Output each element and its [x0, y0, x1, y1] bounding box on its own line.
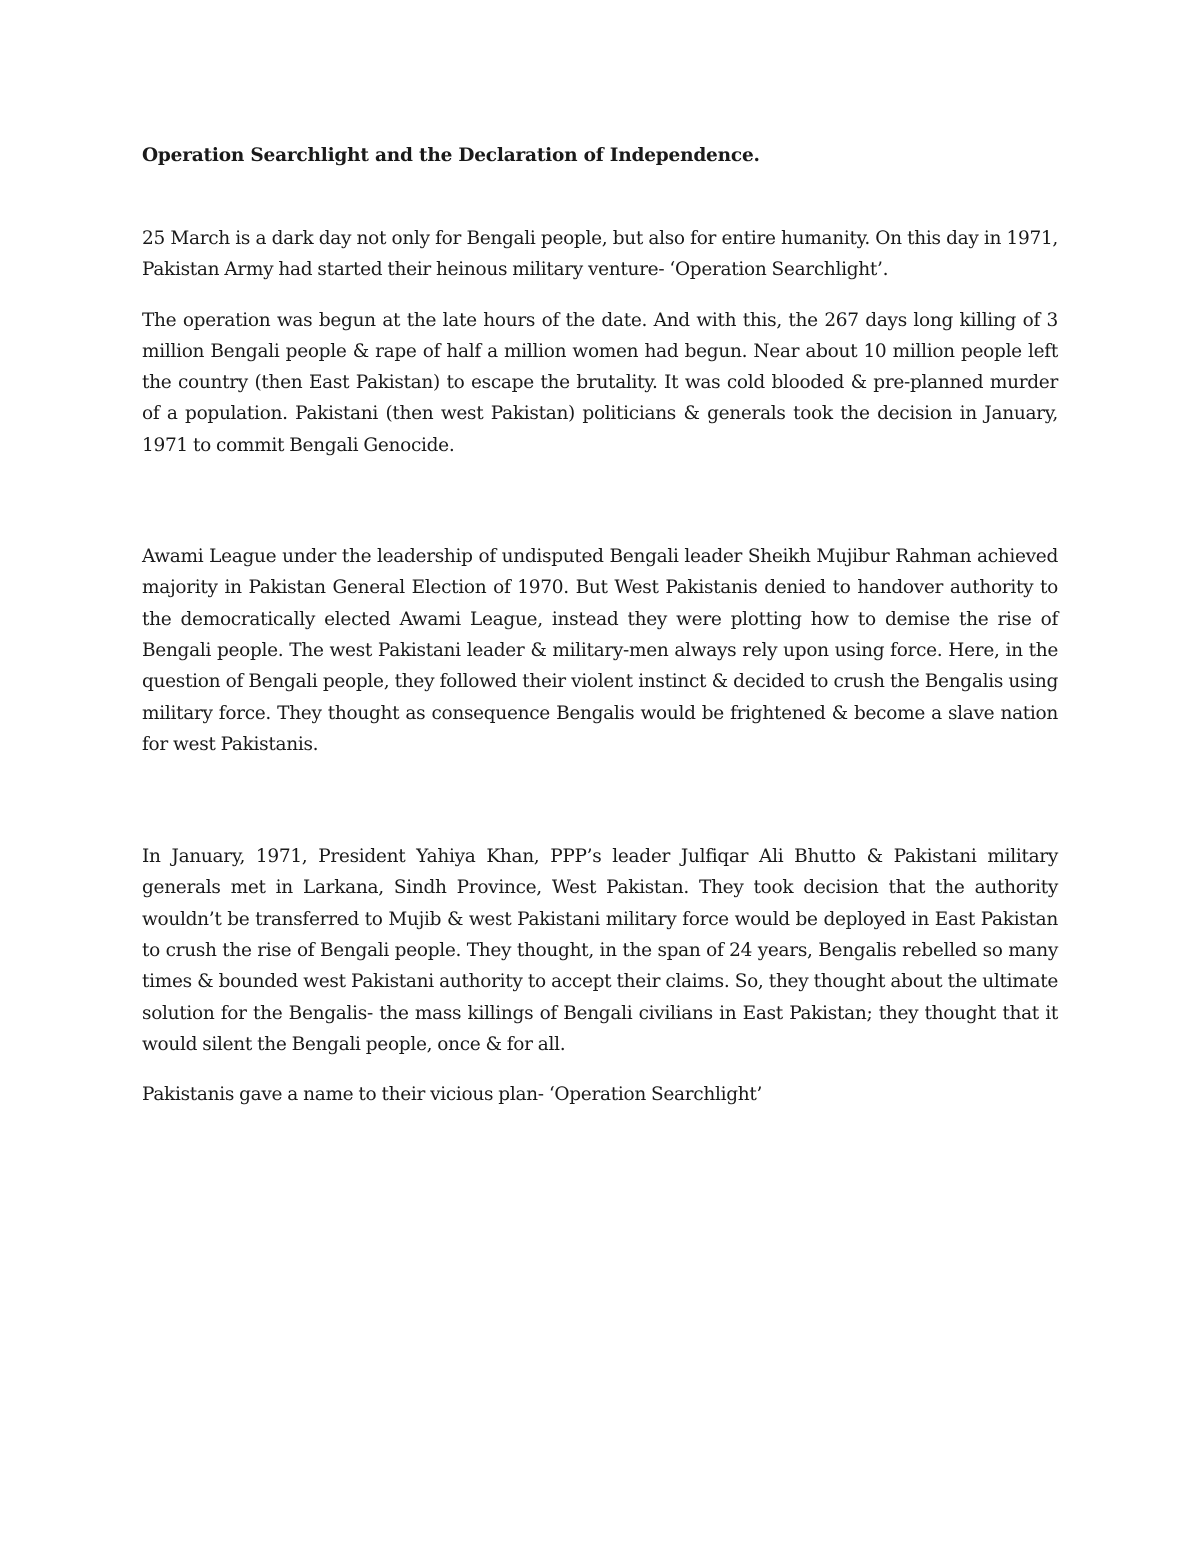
- document-title: Operation Searchlight and the Declaration of Independence.: [142, 145, 760, 166]
- paragraph-5: Pakistanis gave a name to their vicious plan- ‘Operation Searchlight’: [142, 1084, 763, 1106]
- paragraph-4: In January, 1971, President Yahiya Khan, PPP’s leader Julfiqar Ali Bhutto & Pakistani military generals met in Larkana, Sindh Province, West Pakistan. They took decision that the authority wouldn’t be transferred to Mujib & west Pakistani military force would be deployed in East Pakistan to crush the rise of Bengali people. They thought, in the span of 24 years, Bengalis rebelled so many times & bounded west Pakistani authority to accept their claims. So, they thought about the ultimate solution for the Bengalis- the mass killings of Bengali civilians in East Pakistan; they thought that it would silent the Bengali people, once & for all.: [142, 846, 1058, 1055]
- paragraph-1: 25 March is a dark day not only for Bengali people, but also for entire humanity. On this day in 1971, Pakistan Army had started their heinous military venture- ‘Operation Searchlight’.: [142, 228, 1058, 281]
- paragraph-2: The operation was begun at the late hours of the date. And with this, the 267 days long killing of 3 million Bengali people & rape of half a million women had begun. Near about 10 million people left the country (then East Pakistan) to escape the brutality. It was cold blooded & pre-planned murder of a population. Pakistani (then west Pakistan) politicians & generals took the decision in January, 1971 to commit Bengali Genocide.: [142, 309, 1058, 456]
- document-body: [142, 140, 1058, 1111]
- paragraph-3: Awami League under the leadership of undisputed Bengali leader Sheikh Mujibur Rahman achieved majority in Pakistan General Election of 1970. But West Pakistanis denied to handover authority to the democratically elected Awami League, instead they were plotting how to demise the rise of Bengali people. The west Pakistani leader & military-men always rely upon using force. Here, in the question of Bengali people, they followed their violent instinct & decided to crush the Bengalis using military force. They thought as consequence Bengalis would be frightened & become a slave nation for west Pakistanis.: [142, 546, 1058, 755]
